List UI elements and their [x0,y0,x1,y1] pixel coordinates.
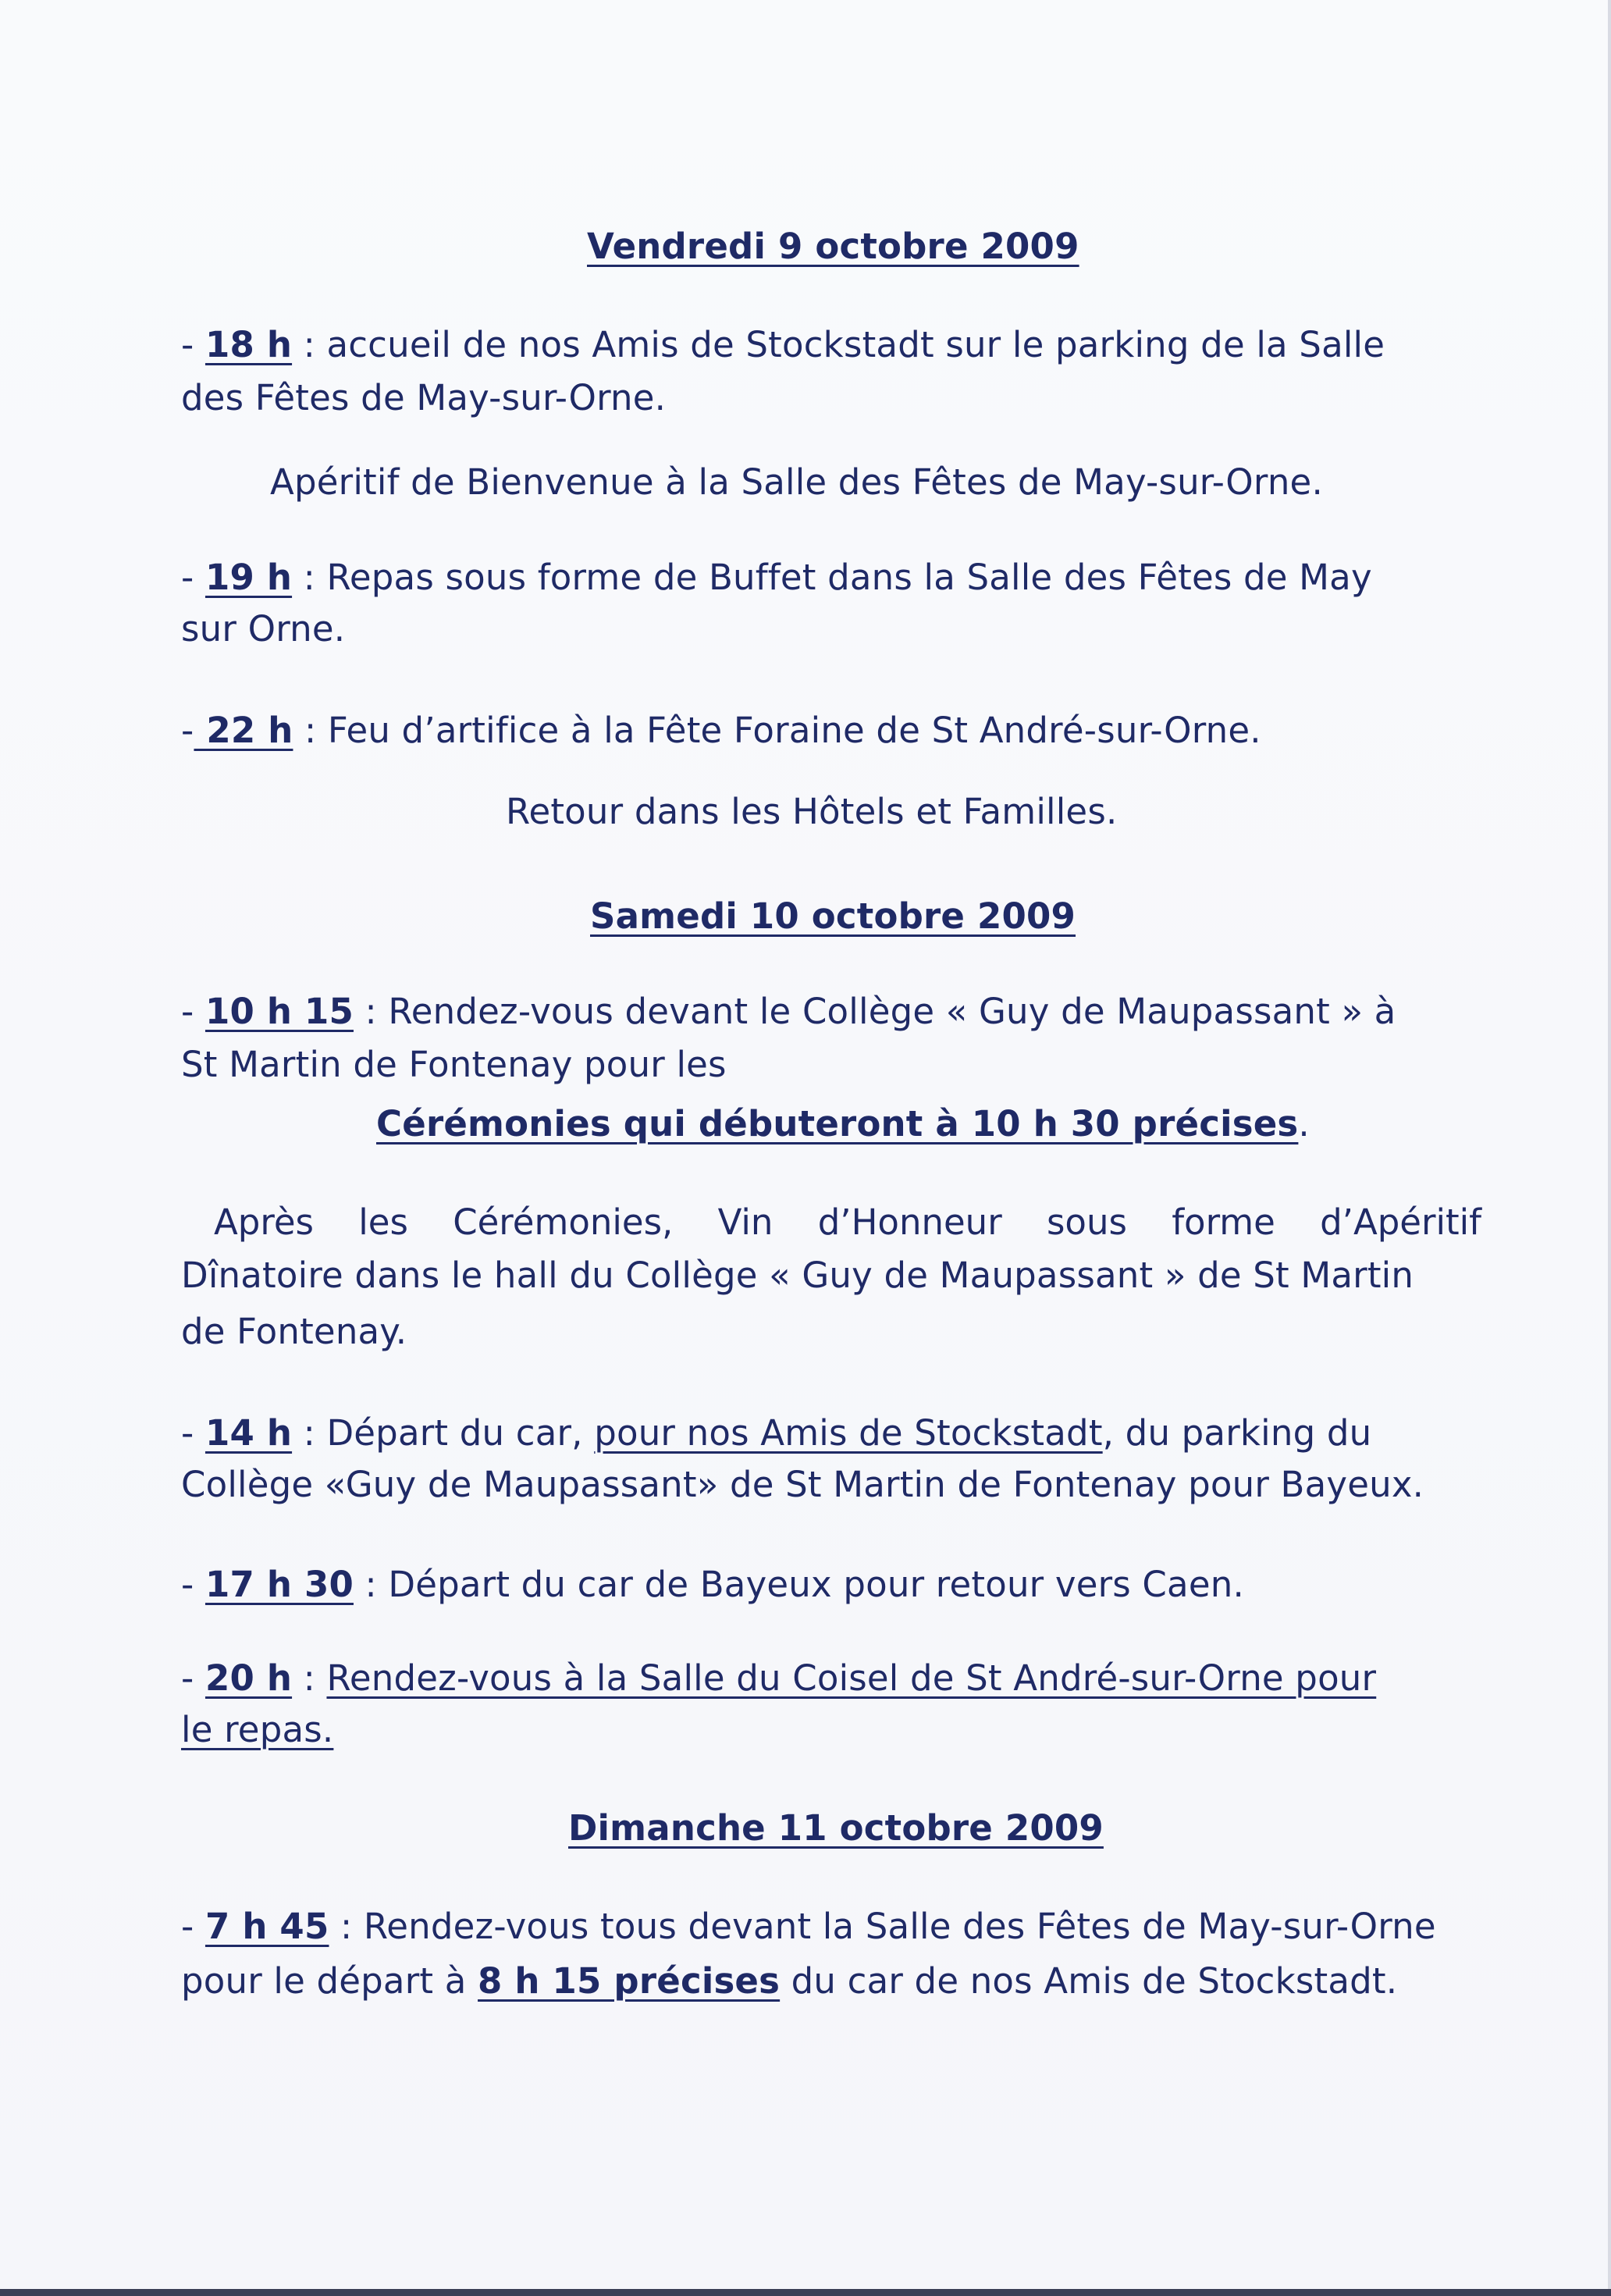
sunday-heading: Dimanche 11 octobre 2009 [568,1807,1104,1849]
item-prefix: - [181,710,194,751]
saturday-item-14h-line2: Collège «Guy de Maupassant» de St Martin de Fontenay pour Bayeux. [181,1464,1424,1505]
sunday-item-7h45-line2 [181,1958,1397,2005]
saturday-item-10h15-line2: St Martin de Fontenay pour les [181,1044,727,1085]
ceremonies-end: . [1298,1103,1310,1144]
underlined-text: pour nos Amis de Stockstadt [594,1412,1103,1454]
item-text: pour le départ à [181,1960,478,2002]
item-prefix: - [181,991,205,1032]
item-prefix: - [181,1412,205,1454]
scan-right-edge [1608,0,1611,2296]
time-label: 7 h 45 [204,1906,329,1947]
saturday-item-10h15 [181,988,1396,1035]
saturday-item-20h [181,1655,1376,1702]
item-sep: : [292,1657,327,1699]
item-prefix: - [181,324,205,365]
time-label: 19 h [204,557,293,598]
item-text: : Départ du car, [292,1412,595,1454]
item-text: : Repas sous forme de Buffet dans la Salle des Fêtes de May [292,557,1372,598]
time-label: 17 h 30 [204,1564,354,1605]
item-text: : Feu d’artifice à la Fête Foraine de St André-sur-Orne. [293,710,1261,751]
scan-bottom-edge [0,2289,1611,2296]
precise-time: 8 h 15 précises [478,1960,781,2002]
time-label: 18 h [204,324,293,365]
saturday-after-line1: Après les Cérémonies, Vin d’Honneur sous forme d’Apéritif [214,1201,1481,1243]
sunday-item-7h45 [181,1903,1436,1950]
item-text-end: , du parking du [1102,1412,1372,1454]
item-text-end: du car de nos Amis de Stockstadt. [780,1960,1398,2002]
item-text: : Rendez-vous devant le Collège « Guy de Maupassant » à [353,991,1396,1032]
time-label: 20 h [204,1657,293,1699]
saturday-heading: Samedi 10 octobre 2009 [590,895,1076,937]
item-prefix: - [181,557,205,598]
item-prefix: - [181,1657,205,1699]
item-text: : Rendez-vous tous devant la Salle des Fêtes de May-sur-Orne [329,1906,1436,1947]
friday-return: Retour dans les Hôtels et Familles. [506,791,1118,832]
time-label: 10 h 15 [204,991,354,1032]
friday-item-22h [181,707,1261,754]
friday-aperitif: Apéritif de Bienvenue à la Salle des Fêtes de May-sur-Orne. [270,461,1323,503]
item-prefix: - [181,1906,205,1947]
underlined-text: Rendez-vous à la Salle du Coisel de St André-sur-Orne pour [326,1657,1377,1699]
saturday-after-line2: Dînatoire dans le hall du Collège « Guy de Maupassant » de St Martin [181,1255,1414,1296]
friday-item-18h [181,322,1385,368]
friday-item-18h-line2: des Fêtes de May-sur-Orne. [181,377,667,418]
friday-item-19h [181,554,1372,601]
saturday-ceremonies [376,1101,1310,1148]
item-text: : Départ du car de Bayeux pour retour vers Caen. [353,1564,1244,1605]
time-label: 22 h [194,710,293,751]
time-label: 14 h [204,1412,293,1454]
ceremonies-text: Cérémonies qui débuteront à 10 h 30 précises [376,1103,1299,1144]
friday-heading: Vendredi 9 octobre 2009 [587,226,1079,267]
saturday-item-14h [181,1410,1371,1457]
saturday-item-17h30 [181,1561,1244,1608]
saturday-after-line3: de Fontenay. [181,1311,407,1352]
item-prefix: - [181,1564,205,1605]
item-text: : accueil de nos Amis de Stockstadt sur le parking de la Salle [292,324,1385,365]
friday-item-19h-line2: sur Orne. [181,608,346,650]
saturday-item-20h-line2: le repas. [181,1709,334,1750]
